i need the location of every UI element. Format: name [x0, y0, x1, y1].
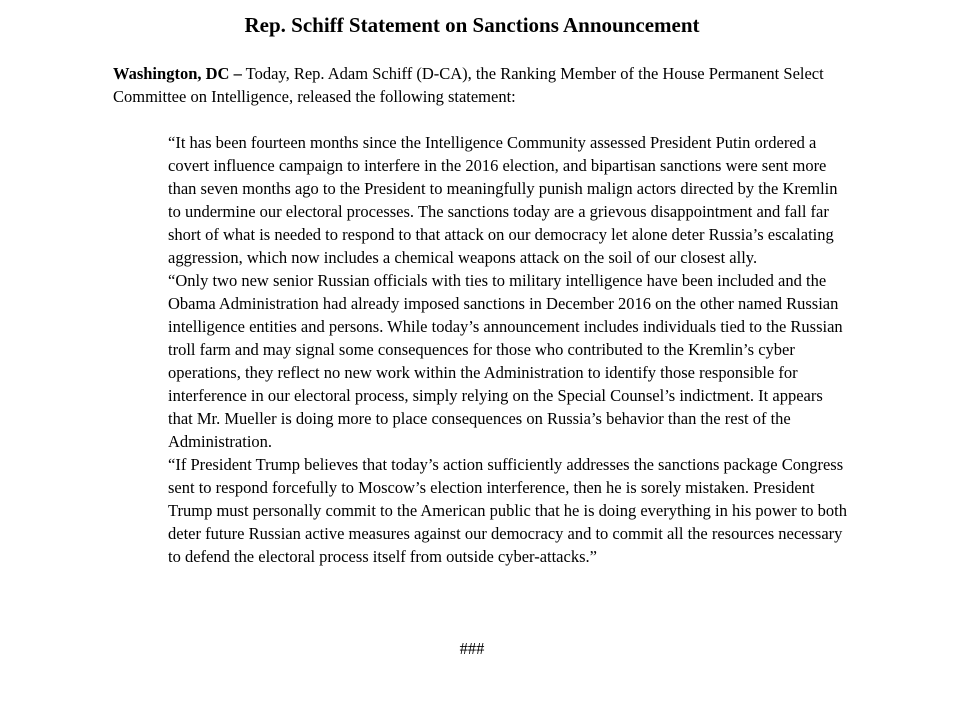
statement-paragraph-2: “Only two new senior Russian officials with ties to military intelligence have been included and the Obama Administration had already imposed sanctions in December 2016 on the other named Russian intelligence entities and persons. While today’s announcement includes individuals tied to the Russian troll farm and may signal some consequences for those who contributed to the Kremlin’s cyber operations, they reflect no new work within the Administration to identify those responsible for interference in our electoral process, simply relying on the Special Counsel’s indictment. It appears that Mr. Mueller is doing more to place consequences on Russia’s behavior than the rest of the Administration.	[168, 271, 843, 451]
document-title: Rep. Schiff Statement on Sanctions Announcement	[244, 13, 700, 37]
statement-quote	[168, 131, 848, 568]
statement-paragraph-1: “It has been fourteen months since the Intelligence Community assessed President Putin ordered a covert influence campaign to interfere in the 2016 election, and bipartisan sanctions were sent more than seven months ago to the President to meaningfully punish malign actors directed by the Kremlin to undermine our electoral processes. The sanctions today are a grievous disappointment and fall far short of what is needed to respond to that attack on our democracy let alone deter Russia’s escalating aggression, which now includes a chemical weapons attack on the soil of our closest ally.	[168, 133, 838, 267]
dateline: Washington, DC –	[113, 64, 242, 83]
end-mark: ###	[459, 639, 485, 658]
intro-text: Today, Rep. Adam Schiff (D-CA), the Ranking Member of the House Permanent Select Committee on Intelligence, released the following statement:	[113, 64, 824, 106]
statement-paragraph-3: “If President Trump believes that today’s action sufficiently addresses the sanctions package Congress sent to respond forcefully to Moscow’s election interference, then he is sorely mistaken. President Trump must personally commit to the American public that he is doing everything in his power to both deter future Russian active measures against our democracy and to commit all the resources necessary to defend the electoral process itself from outside cyber-attacks.”	[168, 455, 848, 566]
intro-paragraph	[113, 63, 848, 108]
